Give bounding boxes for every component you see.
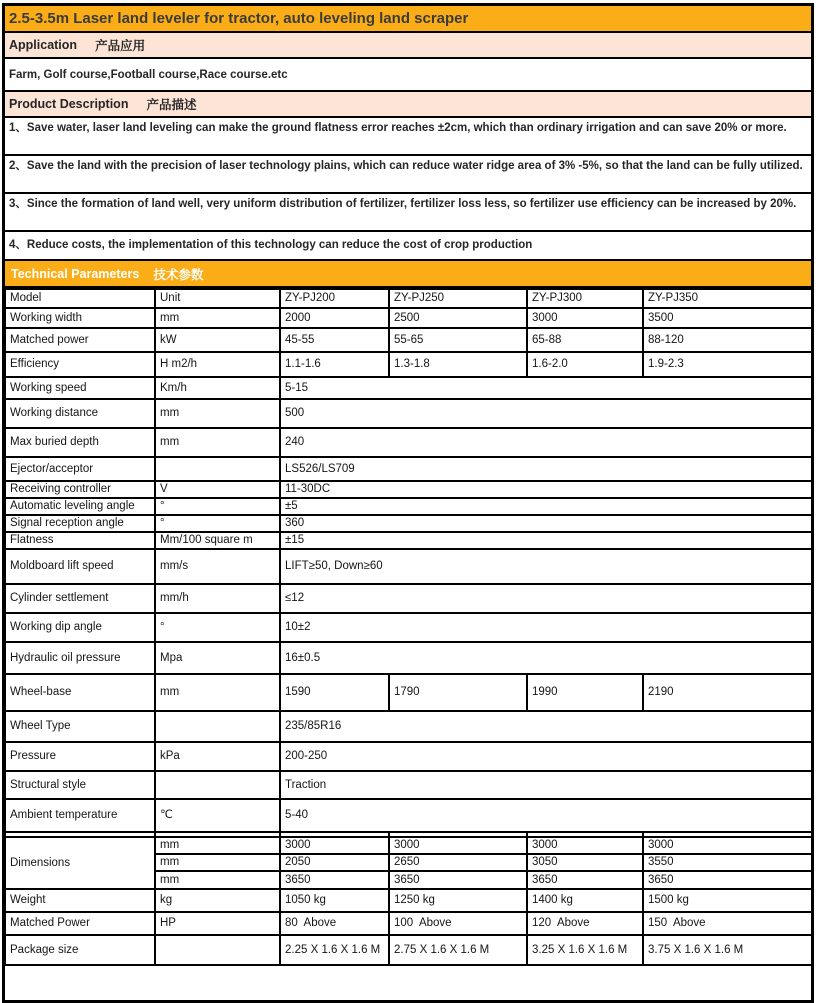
description-point: 3、Since the formation of land well, very uniform distribution of fertilizer, fertilizer loss less, so fertilizer use efficiency can be increased by 20%. <box>5 194 811 232</box>
table-cell: 3050 <box>527 854 643 871</box>
table-cell: 3000 <box>527 837 643 854</box>
table-row <box>5 889 813 912</box>
table-cell: 3650 <box>280 871 389 889</box>
table-cell: 2000 <box>280 308 389 328</box>
table-header-cell: ZY-PJ300 <box>527 289 643 308</box>
tech-table <box>4 288 814 966</box>
table-cell: Matched power <box>5 328 155 352</box>
application-heading-zh: 产品应用 <box>95 39 146 53</box>
table-cell: LS526/LS709 <box>280 457 813 481</box>
description-points <box>5 118 811 261</box>
table-row <box>5 399 813 428</box>
table-cell: Receiving controller <box>5 481 155 498</box>
table-cell: 235/85R16 <box>280 711 813 742</box>
table-cell: ±15 <box>280 532 813 549</box>
table-header-cell: ZY-PJ350 <box>643 289 813 308</box>
table-cell: mm/s <box>155 549 280 584</box>
table-cell: 45-55 <box>280 328 389 352</box>
table-cell: Cylinder settlement <box>5 584 155 613</box>
application-content-row <box>5 59 811 92</box>
table-cell: Mm/100 square m <box>155 532 280 549</box>
table-cell: Working distance <box>5 399 155 428</box>
table-cell: 3650 <box>643 871 813 889</box>
table-cell: 2190 <box>643 674 813 711</box>
application-heading-en: Application <box>9 38 78 52</box>
table-header-cell: Unit <box>155 289 280 308</box>
table-cell: 55-65 <box>389 328 527 352</box>
table-cell: Wheel Type <box>5 711 155 742</box>
technical-heading-en: Technical Parameters <box>11 266 140 281</box>
table-row <box>5 549 813 584</box>
table-row <box>5 642 813 674</box>
table-cell: Signal reception angle <box>5 515 155 532</box>
table-header-row <box>5 289 813 308</box>
table-row <box>5 674 813 711</box>
table-cell: 150 Above <box>643 912 813 935</box>
table-cell: HP <box>155 912 280 935</box>
table-cell: mm <box>155 674 280 711</box>
table-cell: 3000 <box>643 837 813 854</box>
table-cell: mm <box>155 308 280 328</box>
table-cell: Dimensions <box>5 837 155 889</box>
table-cell: 2.75 X 1.6 X 1.6 M <box>389 935 527 965</box>
table-cell: LIFT≥50, Down≥60 <box>280 549 813 584</box>
description-point: 2、Save the land with the precision of laser technology plains, which can reduce water ridge area of 3% -5%, so that the land can be fully utilized. <box>5 156 811 194</box>
page-title: 2.5-3.5m Laser land leveler for tractor, auto leveling land scraper <box>9 10 469 27</box>
table-cell: mm <box>155 428 280 457</box>
table-cell: ° <box>155 498 280 515</box>
table-cell: 5-40 <box>280 799 813 832</box>
table-cell: 1500 kg <box>643 889 813 912</box>
table-cell: ° <box>155 515 280 532</box>
table-cell: 2500 <box>389 308 527 328</box>
table-row <box>5 428 813 457</box>
table-cell: 3.75 X 1.6 X 1.6 M <box>643 935 813 965</box>
table-cell: Hydraulic oil pressure <box>5 642 155 674</box>
application-header <box>5 33 811 59</box>
table-cell: Efficiency <box>5 352 155 377</box>
table-cell: 88-120 <box>643 328 813 352</box>
table-row <box>5 912 813 935</box>
table-cell: mm <box>155 854 280 871</box>
title-banner <box>5 6 811 33</box>
table-cell: 100 Above <box>389 912 527 935</box>
table-cell: Working speed <box>5 377 155 399</box>
table-cell: Automatic leveling angle <box>5 498 155 515</box>
table-cell: 2050 <box>280 854 389 871</box>
table-row <box>5 711 813 742</box>
table-row <box>5 837 813 854</box>
table-cell: mm <box>155 871 280 889</box>
table-cell: 1400 kg <box>527 889 643 912</box>
table-header-cell: Model <box>5 289 155 308</box>
table-cell: kW <box>155 328 280 352</box>
tech-table-body <box>5 289 813 965</box>
table-cell: 1.9-2.3 <box>643 352 813 377</box>
table-cell: 1250 kg <box>389 889 527 912</box>
table-cell: 3500 <box>643 308 813 328</box>
table-cell: 1050 kg <box>280 889 389 912</box>
table-row <box>5 584 813 613</box>
table-row <box>5 328 813 352</box>
table-cell: ° <box>155 613 280 642</box>
table-row <box>5 457 813 481</box>
table-row <box>5 771 813 799</box>
table-row <box>5 481 813 498</box>
table-cell: 3000 <box>280 837 389 854</box>
technical-heading-zh: 技术参数 <box>153 267 204 282</box>
table-cell: 16±0.5 <box>280 642 813 674</box>
table-cell: 1.6-2.0 <box>527 352 643 377</box>
table-row <box>5 532 813 549</box>
table-cell: ≤12 <box>280 584 813 613</box>
table-cell: 2.25 X 1.6 X 1.6 M <box>280 935 389 965</box>
table-cell: 3.25 X 1.6 X 1.6 M <box>527 935 643 965</box>
table-cell: Package size <box>5 935 155 965</box>
table-cell: Moldboard lift speed <box>5 549 155 584</box>
table-cell: 11-30DC <box>280 481 813 498</box>
technical-header <box>5 261 811 288</box>
description-point: 4、Reduce costs, the implementation of this technology can reduce the cost of crop production <box>5 232 811 261</box>
table-cell: 1.1-1.6 <box>280 352 389 377</box>
table-cell: 500 <box>280 399 813 428</box>
table-cell: mm/h <box>155 584 280 613</box>
table-cell: 2650 <box>389 854 527 871</box>
table-row <box>5 799 813 832</box>
table-cell: 3650 <box>389 871 527 889</box>
table-cell: 3550 <box>643 854 813 871</box>
table-cell: Wheel-base <box>5 674 155 711</box>
table-cell: Ejector/acceptor <box>5 457 155 481</box>
table-header-cell: ZY-PJ250 <box>389 289 527 308</box>
table-cell: Structural style <box>5 771 155 799</box>
table-cell <box>155 771 280 799</box>
table-cell: 5-15 <box>280 377 813 399</box>
table-cell: Matched Power <box>5 912 155 935</box>
table-cell: Pressure <box>5 742 155 771</box>
table-cell: Mpa <box>155 642 280 674</box>
table-cell: mm <box>155 837 280 854</box>
table-cell: kPa <box>155 742 280 771</box>
table-row <box>5 377 813 399</box>
table-row <box>5 308 813 328</box>
table-cell: 10±2 <box>280 613 813 642</box>
description-heading-en: Product Description <box>9 97 129 111</box>
table-cell: 1790 <box>389 674 527 711</box>
table-cell: Traction <box>280 771 813 799</box>
table-cell: 1590 <box>280 674 389 711</box>
table-cell: Working dip angle <box>5 613 155 642</box>
table-cell: Km/h <box>155 377 280 399</box>
table-cell: 200-250 <box>280 742 813 771</box>
table-cell: Weight <box>5 889 155 912</box>
table-cell: 80 Above <box>280 912 389 935</box>
table-cell: Working width <box>5 308 155 328</box>
table-cell: 3000 <box>527 308 643 328</box>
table-cell: 120 Above <box>527 912 643 935</box>
table-row <box>5 498 813 515</box>
table-cell: V <box>155 481 280 498</box>
table-row <box>5 935 813 965</box>
table-cell: 240 <box>280 428 813 457</box>
table-cell: 3000 <box>389 837 527 854</box>
table-row <box>5 742 813 771</box>
table-cell: 1.3-1.8 <box>389 352 527 377</box>
table-cell: kg <box>155 889 280 912</box>
table-row <box>5 613 813 642</box>
table-cell: 65-88 <box>527 328 643 352</box>
table-cell <box>155 457 280 481</box>
table-cell: Ambient temperature <box>5 799 155 832</box>
application-content: Farm, Golf course,Football course,Race course.etc <box>9 68 288 81</box>
table-header-cell: ZY-PJ200 <box>280 289 389 308</box>
table-cell: ℃ <box>155 799 280 832</box>
table-cell: ±5 <box>280 498 813 515</box>
description-heading-zh: 产品描述 <box>146 98 197 112</box>
description-header <box>5 92 811 118</box>
table-row <box>5 515 813 532</box>
description-point: 1、Save water, laser land leveling can make the ground flatness error reaches ±2cm, which than ordinary irrigation and can save 20% or more. <box>5 118 811 156</box>
document-frame <box>2 3 814 1003</box>
table-cell: Flatness <box>5 532 155 549</box>
table-cell: H m2/h <box>155 352 280 377</box>
table-cell: Max buried depth <box>5 428 155 457</box>
table-cell: 360 <box>280 515 813 532</box>
table-cell: mm <box>155 399 280 428</box>
table-cell <box>155 935 280 965</box>
table-cell: 1990 <box>527 674 643 711</box>
table-cell <box>155 711 280 742</box>
table-row <box>5 352 813 377</box>
table-cell: 3650 <box>527 871 643 889</box>
